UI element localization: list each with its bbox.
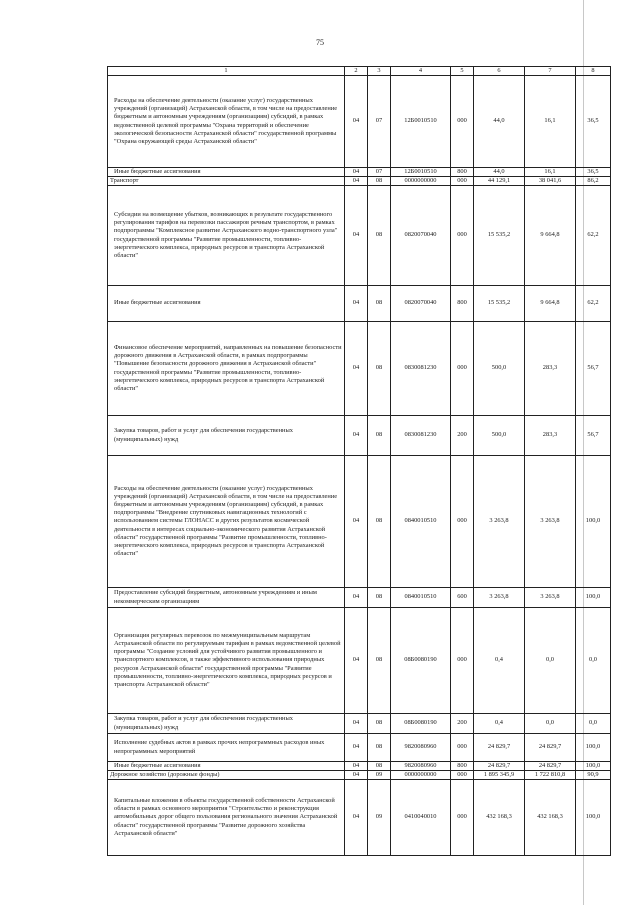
planned-amount: 15 535,2 [474,186,525,286]
execution-percent: 56,7 [576,416,611,456]
planned-amount: 1 895 345,9 [474,771,525,780]
budget-table [107,66,611,856]
section-code: 04 [345,734,368,762]
section-code: 04 [345,322,368,416]
subsection-code: 08 [368,186,391,286]
table-row [108,168,611,177]
expense-type-code: 600 [451,588,474,608]
table-row [108,456,611,588]
table-row [108,714,611,734]
header-row [108,67,611,76]
section-code: 04 [345,76,368,168]
target-article-code: 9820080960 [391,734,451,762]
table-row [108,416,611,456]
header-cell: 1 [108,67,345,76]
expense-type-code: 000 [451,76,474,168]
subsection-code: 07 [368,76,391,168]
row-description: Транспорт [108,177,345,186]
expense-type-code: 000 [451,456,474,588]
subsection-code: 08 [368,416,391,456]
actual-amount: 0,0 [525,714,576,734]
subsection-code: 08 [368,714,391,734]
subsection-code: 09 [368,780,391,856]
actual-amount: 1 722 810,8 [525,771,576,780]
actual-amount: 38 041,6 [525,177,576,186]
actual-amount: 283,3 [525,416,576,456]
row-description: Закупка товаров, работ и услуг для обеспечения государственных (муниципальных) нужд [108,714,345,734]
header-cell: 6 [474,67,525,76]
planned-amount: 0,4 [474,714,525,734]
planned-amount: 44 129,1 [474,177,525,186]
expense-type-code: 000 [451,322,474,416]
row-description: Субсидии на возмещение убытков, возникающих в результате государственного регулирования тарифов на перевозки пассажиров речным транспортом, в рамках подпрограммы "Комплексное развитие Астраханского водно-транспортного узла" государственной программы "Развитие промышленности, топливно-энергетического комплекса, природных ресурсов и транспорта Астраханской области" [108,186,345,286]
table-row [108,608,611,714]
planned-amount: 44,0 [474,76,525,168]
expense-type-code: 200 [451,416,474,456]
section-code: 04 [345,771,368,780]
subsection-code: 08 [368,608,391,714]
actual-amount: 9 664,8 [525,186,576,286]
row-description: Закупка товаров, работ и услуг для обеспечения государственных (муниципальных) нужд [108,416,345,456]
actual-amount: 3 263,8 [525,456,576,588]
target-article-code: 0820070040 [391,186,451,286]
header-cell: 3 [368,67,391,76]
actual-amount: 283,3 [525,322,576,416]
table-row [108,322,611,416]
execution-percent: 0,0 [576,608,611,714]
actual-amount: 24 829,7 [525,734,576,762]
subsection-code: 08 [368,322,391,416]
target-article-code: 9820080960 [391,762,451,771]
section-code: 04 [345,456,368,588]
expense-type-code: 000 [451,186,474,286]
row-description: Организация регулярных перевозок по межмуниципальным маршрутам Астраханской области по регулируемым тарифам в рамках ведомственной целевой программы "Создание условий для устойчивого развития промышленного и транспортного комплексов, в также эффективного использования природных ресурсов Астраханской области" государственной программы "Развитие промышленности, топливно-энергетического комплекса, природных ресурсов и транспорта Астраханской области" [108,608,345,714]
table-row [108,734,611,762]
expense-type-code: 800 [451,286,474,322]
section-code: 04 [345,714,368,734]
planned-amount: 500,0 [474,416,525,456]
actual-amount: 9 664,8 [525,286,576,322]
section-code: 04 [345,286,368,322]
execution-percent: 36,5 [576,76,611,168]
row-description: Иные бюджетные ассигнования [108,286,345,322]
page-number: 75 [316,38,324,47]
execution-percent: 100,0 [576,734,611,762]
target-article-code: 0000000000 [391,771,451,780]
execution-percent: 0,0 [576,714,611,734]
expense-type-code: 000 [451,771,474,780]
actual-amount: 0,0 [525,608,576,714]
header-cell: 2 [345,67,368,76]
header-cell: 8 [576,67,611,76]
table-row [108,771,611,780]
section-code: 04 [345,186,368,286]
expense-type-code: 000 [451,608,474,714]
execution-percent: 62,2 [576,186,611,286]
expense-type-code: 200 [451,714,474,734]
target-article-code: 0000000000 [391,177,451,186]
planned-amount: 432 168,3 [474,780,525,856]
section-code: 04 [345,780,368,856]
actual-amount: 16,1 [525,76,576,168]
expense-type-code: 000 [451,780,474,856]
subsection-code: 08 [368,456,391,588]
table-row [108,186,611,286]
row-description: Предоставление субсидий бюджетным, автономным учреждениям и иным некоммерческим организациям [108,588,345,608]
execution-percent: 36,5 [576,168,611,177]
actual-amount: 24 829,7 [525,762,576,771]
target-article-code: 0840010510 [391,588,451,608]
actual-amount: 3 263,8 [525,588,576,608]
target-article-code: 12Б0010510 [391,76,451,168]
subsection-code: 08 [368,177,391,186]
planned-amount: 3 263,8 [474,456,525,588]
table-row [108,76,611,168]
row-description: Исполнение судебных актов в рамках прочих непрограммных расходов иных непрограммных мероприятий [108,734,345,762]
target-article-code: 0410040010 [391,780,451,856]
expense-type-code: 000 [451,734,474,762]
execution-percent: 56,7 [576,322,611,416]
actual-amount: 432 168,3 [525,780,576,856]
planned-amount: 44,0 [474,168,525,177]
section-code: 04 [345,177,368,186]
actual-amount: 16,1 [525,168,576,177]
subsection-code: 08 [368,588,391,608]
execution-percent: 100,0 [576,456,611,588]
execution-percent: 86,2 [576,177,611,186]
execution-percent: 100,0 [576,762,611,771]
execution-percent: 100,0 [576,780,611,856]
subsection-code: 08 [368,286,391,322]
row-description: Иные бюджетные ассигнования [108,762,345,771]
execution-percent: 100,0 [576,588,611,608]
section-code: 04 [345,588,368,608]
expense-type-code: 000 [451,177,474,186]
row-description: Финансовое обеспечение мероприятий, направленных на повышение безопасности дорожного движения в Астраханской области, в рамках подпрограммы "Повышение безопасности дорожного движения в Астраханской области" государственной программы "Развитие промышленности, топливно-энергетического комплекса, природных ресурсов и транспорта Астраханской области" [108,322,345,416]
row-description: Дорожное хозяйство (дорожные фонды) [108,771,345,780]
table-row [108,588,611,608]
row-description: Капитальные вложения в объекты государственной собственности Астраханской области в рамках основного мероприятия "Строительство и реконструкция автомобильных дорог общего пользования регионального значения Астраханской области" государственной программы "Развитие дорожного хозяйства Астраханской области" [108,780,345,856]
target-article-code: 08Б0080190 [391,608,451,714]
table-row [108,286,611,322]
planned-amount: 24 829,7 [474,762,525,771]
header-cell: 4 [391,67,451,76]
planned-amount: 500,0 [474,322,525,416]
planned-amount: 15 535,2 [474,286,525,322]
subsection-code: 08 [368,734,391,762]
target-article-code: 0820070040 [391,286,451,322]
table-row [108,177,611,186]
planned-amount: 24 829,7 [474,734,525,762]
subsection-code: 08 [368,762,391,771]
execution-percent: 62,2 [576,286,611,322]
target-article-code: 08Б0080190 [391,714,451,734]
row-description: Расходы на обеспечение деятельности (оказание услуг) государственных учреждений (организаций) Астраханской области, в том числе на предоставление бюджетным и автономным учреждениям (организациям) субсидий, в рамках подпрограммы "Внедрение спутниковых навигационных технологий с использованием системы ГЛОНАСС и других результатов космической деятельности в интересах социально-экономического развития Астраханской области" государственной программы "Развитие промышленности, топливно-энергетического комплекса, природных ресурсов и транспорта Астраханской области" [108,456,345,588]
planned-amount: 3 263,8 [474,588,525,608]
section-code: 04 [345,416,368,456]
section-code: 04 [345,608,368,714]
header-cell: 7 [525,67,576,76]
subsection-code: 07 [368,168,391,177]
planned-amount: 0,4 [474,608,525,714]
target-article-code: 0830081230 [391,322,451,416]
row-description: Иные бюджетные ассигнования [108,168,345,177]
row-description: Расходы на обеспечение деятельности (оказание услуг) государственных учреждений (организаций) Астраханской области, в том числе на предоставление бюджетным и автономным учреждениям (организациям) субсидий, в рамках ведомственной целевой программы "Охрана территорий и обеспечение экологической безопасности Астраханской области" государственной программы "Охрана окружающей среды Астраханской области" [108,76,345,168]
section-code: 04 [345,762,368,771]
table-row [108,780,611,856]
expense-type-code: 800 [451,168,474,177]
target-article-code: 0830081230 [391,416,451,456]
subsection-code: 09 [368,771,391,780]
header-cell: 5 [451,67,474,76]
expense-type-code: 800 [451,762,474,771]
execution-percent: 90,9 [576,771,611,780]
table-row [108,762,611,771]
target-article-code: 12Б0010510 [391,168,451,177]
target-article-code: 0840010510 [391,456,451,588]
section-code: 04 [345,168,368,177]
